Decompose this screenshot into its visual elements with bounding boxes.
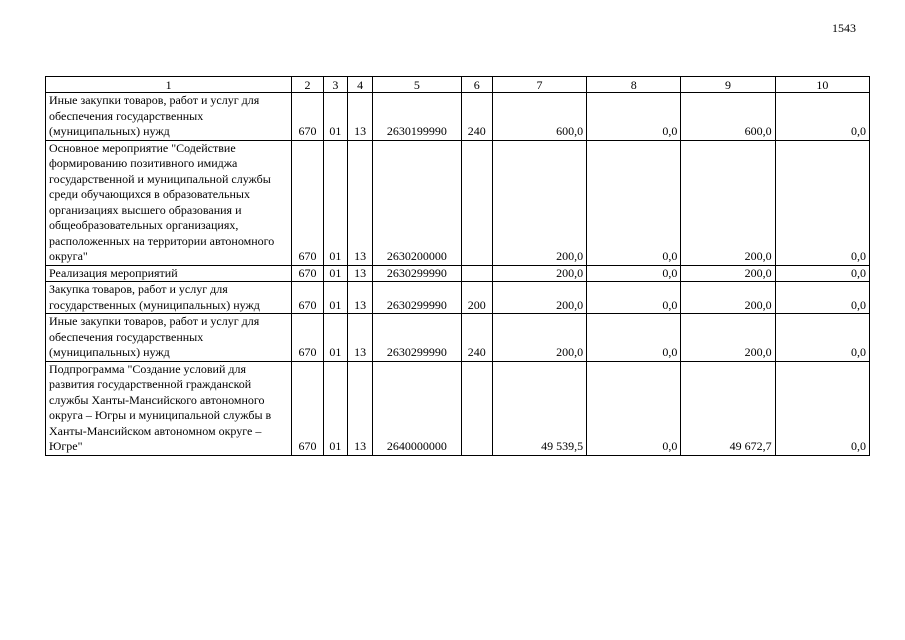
column-header: 3 [323,77,347,93]
cell-code: 670 [292,314,323,362]
cell-section: 01 [323,265,347,282]
cell-section: 01 [323,282,347,314]
cell-subsection: 13 [348,282,373,314]
cell-target: 2640000000 [373,361,461,455]
column-header: 1 [46,77,292,93]
table-row [46,314,870,362]
cell-subsection: 13 [348,93,373,141]
cell-target: 2630199990 [373,93,461,141]
cell-amount: 0,0 [775,361,869,455]
cell-amount: 49 672,7 [681,361,775,455]
cell-type: 240 [461,93,492,141]
cell-amount: 200,0 [681,282,775,314]
column-header: 4 [348,77,373,93]
column-header: 6 [461,77,492,93]
row-name: Иные закупки товаров, работ и услуг для обеспечения государственных (муниципальных) нужд [46,93,292,141]
table-row [46,361,870,455]
cell-amount: 0,0 [775,265,869,282]
cell-amount: 200,0 [492,265,586,282]
header-row [46,77,870,93]
cell-type [461,140,492,265]
cell-amount: 0,0 [587,282,681,314]
cell-amount: 0,0 [587,93,681,141]
cell-amount: 49 539,5 [492,361,586,455]
row-name: Закупка товаров, работ и услуг для государственных (муниципальных) нужд [46,282,292,314]
cell-amount: 0,0 [775,140,869,265]
table-row [46,282,870,314]
column-header: 8 [587,77,681,93]
column-header: 7 [492,77,586,93]
cell-amount: 200,0 [681,265,775,282]
column-header: 10 [775,77,869,93]
cell-code: 670 [292,93,323,141]
cell-amount: 0,0 [587,265,681,282]
cell-code: 670 [292,140,323,265]
table-row [46,140,870,265]
cell-target: 2630200000 [373,140,461,265]
row-name: Основное мероприятие "Содействие формированию позитивного имиджа государственной и муниципальной службы среди обучающихся в образовательных организациях высшего образования и общеобразовательных организациях, расположенных на территории автономного округа" [46,140,292,265]
cell-subsection: 13 [348,314,373,362]
cell-amount: 200,0 [681,140,775,265]
cell-target: 2630299990 [373,314,461,362]
cell-amount: 0,0 [775,282,869,314]
cell-section: 01 [323,93,347,141]
cell-code: 670 [292,361,323,455]
cell-amount: 0,0 [587,361,681,455]
cell-code: 670 [292,282,323,314]
cell-amount: 200,0 [681,314,775,362]
cell-amount: 0,0 [775,314,869,362]
cell-amount: 0,0 [587,314,681,362]
cell-amount: 0,0 [775,93,869,141]
page-number: 1543 [832,21,856,35]
cell-subsection: 13 [348,265,373,282]
cell-type: 200 [461,282,492,314]
table-row [46,93,870,141]
budget-table [45,76,870,456]
cell-section: 01 [323,314,347,362]
cell-type [461,361,492,455]
cell-subsection: 13 [348,140,373,265]
cell-amount: 600,0 [492,93,586,141]
column-header: 5 [373,77,461,93]
cell-amount: 200,0 [492,140,586,265]
cell-section: 01 [323,140,347,265]
row-name: Иные закупки товаров, работ и услуг для обеспечения государственных (муниципальных) нужд [46,314,292,362]
cell-subsection: 13 [348,361,373,455]
row-name: Реализация мероприятий [46,265,292,282]
cell-target: 2630299990 [373,282,461,314]
cell-type [461,265,492,282]
cell-type: 240 [461,314,492,362]
cell-code: 670 [292,265,323,282]
column-header: 9 [681,77,775,93]
cell-section: 01 [323,361,347,455]
cell-amount: 200,0 [492,282,586,314]
cell-amount: 600,0 [681,93,775,141]
cell-target: 2630299990 [373,265,461,282]
cell-amount: 0,0 [587,140,681,265]
table-row [46,265,870,282]
row-name: Подпрограмма "Создание условий для развития государственной гражданской службы Ханты-Мансийского автономного округа – Югры и муниципальной службы в Ханты-Мансийском автономном округе – Югре" [46,361,292,455]
column-header: 2 [292,77,323,93]
cell-amount: 200,0 [492,314,586,362]
